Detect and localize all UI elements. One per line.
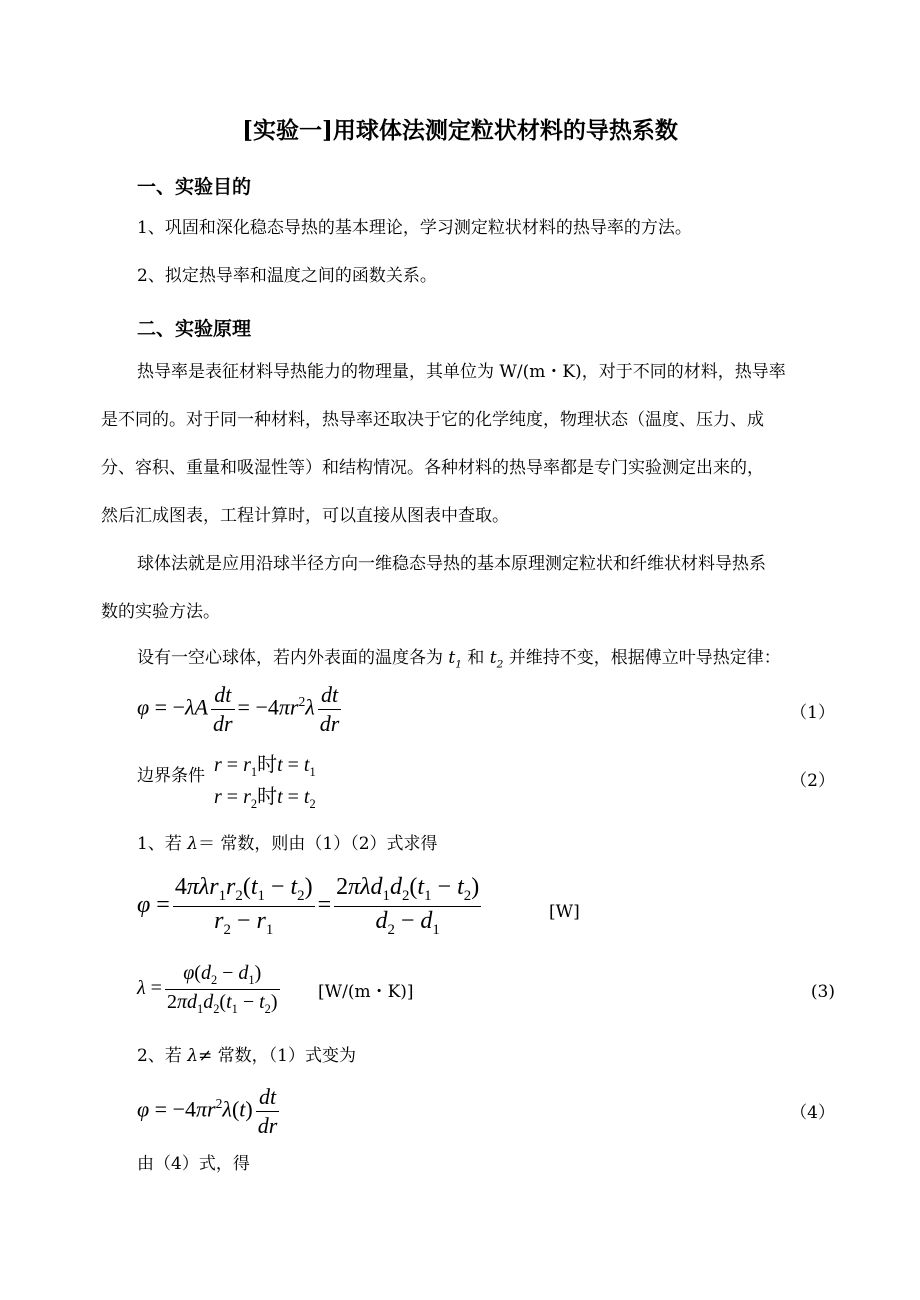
boundary-condition-2: $r = r_2$时$t = t_2$ [214,786,316,811]
unit-thermal-conductivity: [W/(m・K)] [318,982,414,1002]
equation-number-2: （2） [790,771,835,791]
symbol-lambda: λ [187,1046,199,1066]
text-fragment: 设有一空心球体，若内外表面的温度各为 [137,648,449,668]
text-fragment: 2、若 [137,1046,188,1066]
paragraph-line: 数的实验方法。 [101,602,220,622]
equation-number-3: (3) [810,982,835,1002]
boundary-when: 时 [257,754,278,776]
case-lambda-constant [137,834,438,854]
paragraph-line: 然后汇成图表，工程计算时，可以直接从图表中查取。 [101,506,509,526]
paragraph-line: 分、容积、重量和吸湿性等）和结构情况。各种材料的热导率都是专门实验测定出来的， [101,458,764,478]
equation-4: $\varphi = -4\pi r^2\lambda(t)$ $\frac{dt}{dr}$ [137,1084,278,1138]
boundary-condition-1: $r = r_1$时$t = t_1$ [214,754,316,779]
text-fragment: ≠ 常数，（1）式变为 [198,1046,356,1066]
purpose-item-2: 2、拟定热导率和温度之间的函数关系。 [137,266,437,286]
symbol-t2: $t_2$ [489,648,504,671]
symbol-t1: $t_1$ [448,648,462,671]
boundary-label: 边界条件 [137,766,205,786]
paragraph-line: 热导率是表征材料导热能力的物理量，其单位为 W/(m・K)，对于不同的材料，热导率 [137,362,786,382]
unit-watt: [W] [549,902,580,922]
section-heading-purpose: 一、实验目的 [137,176,252,198]
heat-flow-equation: φ = $\frac{4\pi\lambda r_1r_2(t_1 - t_2)}{r_2 - r_1}$ = $\frac{2\pi\lambda d_1d_2(t_1 - t_2)}{d_2 - d_1}$ [137,874,480,938]
section-heading-principle: 二、实验原理 [137,318,252,340]
text-fragment: ＝ 常数，则由（1）（2）式求得 [198,834,438,854]
case-lambda-variable [137,1046,356,1066]
document-title: [实验一]用球体法测定粒状材料的导热系数 [242,117,678,144]
text-fragment: 和 [461,648,490,668]
paragraph-line: 球体法就是应用沿球半径方向一维稳态导热的基本原理测定粒状和纤维状材料导热系 [137,554,766,574]
symbol-lambda: λ [187,834,199,854]
equation-1: φ = −λA $\frac{dt}{dr}$ = $-4\pi r^2\lambda$ $\frac{dt}{dr}$ [137,682,340,736]
text-fragment: 并维持不变，根据傅立叶导热定律： [503,648,781,668]
purpose-item-1: 1、巩固和深化稳态导热的基本理论，学习测定粒状材料的热导率的方法。 [137,218,692,238]
paragraph-from-eq4: 由（4）式，得 [137,1154,250,1174]
text-fragment: 1、若 [137,834,188,854]
paragraph-hollow-sphere [137,648,781,674]
boundary-when: 时 [257,786,278,808]
paragraph-line: 是不同的。对于同一种材料，热导率还取决于它的化学纯度，物理状态（温度、压力、成 [101,410,764,430]
equation-3: λ = $\frac{\varphi(d_2 - d_1)}{2\pi d_1d_2(t_1 - t_2)}$ [137,962,278,1016]
equation-number-1: （1） [790,703,835,723]
equation-number-4: （4） [790,1103,835,1123]
